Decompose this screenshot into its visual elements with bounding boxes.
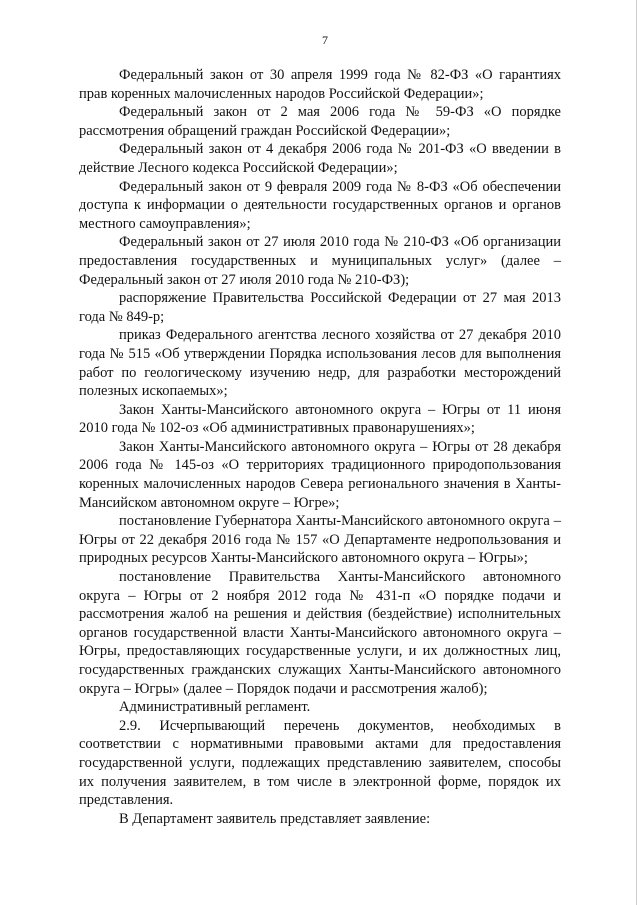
paragraph-law-102: Закон Ханты-Мансийского автономного округа – Югры от 11 июня 2010 года № 102-оз «Об административных правонарушениях»;: [79, 401, 561, 437]
paragraph-fz-210: Федеральный закон от 27 июля 2010 года № 210-ФЗ «Об организации предоставления государственных и муниципальных услуг» (далее – Федеральный закон от 27 июля 2010 года № 210-ФЗ);: [79, 234, 561, 288]
paragraph-fz-59: Федеральный закон от 2 мая 2006 года № 59-ФЗ «О порядке рассмотрения обращений граждан Российской Федерации»;: [79, 104, 561, 139]
page-edge: [636, 0, 637, 905]
paragraph-admin-regulation: Административный регламент.: [119, 699, 311, 716]
paragraph-law-145: Закон Ханты-Мансийского автономного округа – Югры от 28 декабря 2006 года № 145-оз «О территориях традиционного природопользования коренных малочисленных народов Севера регионального значения в Ханты-Мансийском автономном округе – Югре»;: [79, 438, 561, 511]
paragraph-application: В Департамент заявитель представляет заявление:: [119, 810, 431, 827]
paragraph-section-2-9: 2.9. Исчерпывающий перечень документов, необходимых в соответствии с нормативными правовыми актами для предоставления государственной услуги, подлежащих представлению заявителем, способы их получения заявителем, в том числе в электронной форме, порядок их представления.: [79, 717, 561, 809]
paragraph-fz-201: Федеральный закон от 4 декабря 2006 года № 201-ФЗ «О введении в действие Лесного кодекса Российской Федерации»;: [79, 141, 561, 176]
paragraph-order-849: распоряжение Правительства Российской Федерации от 27 мая 2013 года № 849-р;: [79, 290, 561, 325]
paragraph-decree-431: постановление Правительства Ханты-Мансийского автономного округа – Югры от 2 ноября 2012 года № 431-п «О порядке подачи и рассмотрения жалоб на решения и действия (бездействие) исполнительных органов государственной власти Ханты-Мансийского автономного округа – Югры, предоставляющих государственные услуги, и их должностных лиц, государственных гражданских служащих Ханты-Мансийского автономного округа – Югры» (далее – Порядок подачи и рассмотрения жалоб);: [79, 569, 561, 697]
paragraph-fz-82: Федеральный закон от 30 апреля 1999 года № 82-ФЗ «О гарантиях прав коренных малочисленных народов Российской Федерации»;: [79, 67, 561, 102]
paragraph-order-515: приказ Федерального агентства лесного хозяйства от 27 декабря 2010 года № 515 «Об утверждении Порядка использования лесов для выполнения работ по геологическому изучению недр, для разработки месторождений полезных ископаемых»;: [79, 327, 561, 400]
paragraph-fz-8: Федеральный закон от 9 февраля 2009 года № 8-ФЗ «Об обеспечении доступа к информации о деятельности государственных органов и органов местного самоуправления»;: [79, 178, 561, 232]
paragraph-decree-157: постановление Губернатора Ханты-Мансийского автономного округа – Югры от 22 декабря 2016 года № 157 «О Департаменте недропользования и природных ресурсов Ханты-Мансийского автономного округа – Югры»;: [79, 513, 561, 567]
page-number: 7: [322, 33, 328, 47]
document-body: [79, 66, 561, 828]
